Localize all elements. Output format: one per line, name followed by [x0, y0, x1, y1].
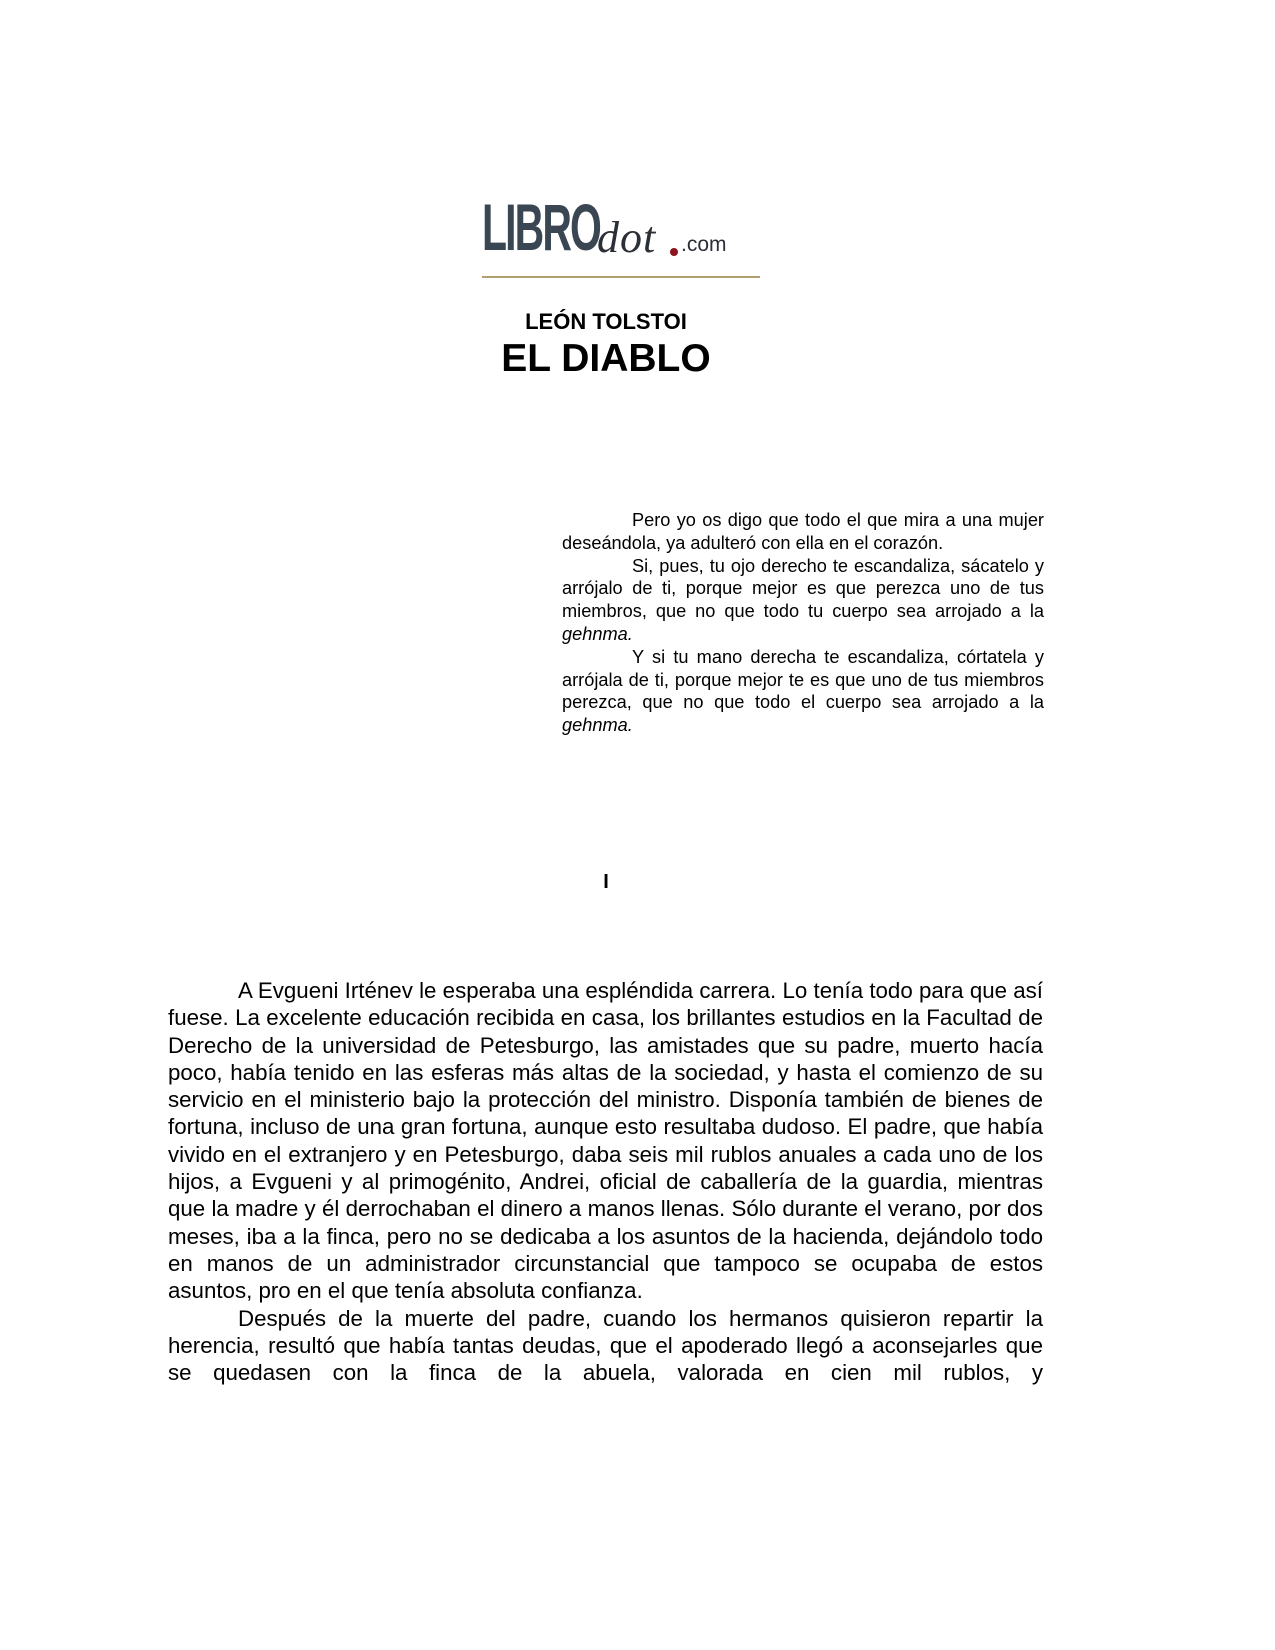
epigraph-italic-word: gehnma. [562, 715, 633, 736]
logo-libro-text: LIBRO [482, 190, 601, 264]
book-title: EL DIABLO [501, 337, 711, 380]
body-paragraph: A Evgueni Irténev le esperaba una espléndida carrera. Lo tenía todo para que así fuese. La excelente educación recibida en casa, los brillantes estudios en la Facultad de Derecho de la universidad de Petesburgo, las amistades que su padre, muerto hacía poco, había tenido en las esferas más altas de la sociedad, y hasta el comienzo de su servicio en el ministerio bajo la protección del ministro. Disponía también de bienes de fortuna, incluso de una gran fortuna, aunque esto resultaba dudoso. El padre, que había vivido en el extranjero y en Petesburgo, daba seis mil rublos anuales a cada uno de los hijos, a Evgueni y al primogénito, Andrei, oficial de caballería de la guardia, mientras que la madre y él derrochaban el dinero a manos llenas. Sólo durante el verano, por dos meses, iba a la finca, pero no se dedicaba a los asuntos de la hacienda, dejándolo todo en manos de un administrador circunstancial que tampoco se ocupaba de estos asuntos, pro en el que tenía absoluta confianza. [168, 978, 1043, 1304]
body-text [168, 977, 1043, 1386]
epigraph-paragraph [562, 509, 1044, 555]
epigraph-text: Pero yo os digo que todo el que mira a una mujer deseándola, ya adulteró con ella en el corazón. [562, 510, 1044, 553]
logo-divider [482, 276, 760, 278]
epigraph-paragraph [562, 646, 1044, 737]
epigraph-italic-word: gehnma. [562, 623, 633, 644]
body-paragraph: Después de la muerte del padre, cuando los hermanos quisieron repartir la herencia, resultó que había tantas deudas, que el apoderado llegó a aconsejarles que se quedasen con la finca de la abuela, valorada en cien mil rublos, y [168, 1305, 1043, 1386]
epigraph-text: Si, pues, tu ojo derecho te escandaliza, sácatelo y arrójalo de ti, porque mejor es que perezca uno de tus miembros, que no que todo tu cuerpo sea arrojado a la [562, 555, 1044, 622]
librodot-logo [482, 190, 760, 282]
logo-com-text: .com [681, 233, 727, 256]
logo-dot-text: dot [597, 213, 657, 262]
logo-red-dot-icon [670, 248, 678, 256]
epigraph-paragraph [562, 555, 1044, 646]
author-name: LEÓN TOLSTOI [525, 309, 687, 334]
epigraph [562, 509, 1044, 737]
epigraph-text: Y si tu mano derecha te escandaliza, córtatela y arrójala de ti, porque mejor te es que uno de tus miembros perezca, que no que todo el cuerpo sea arrojado a la [562, 646, 1044, 713]
chapter-heading: I [603, 871, 609, 893]
